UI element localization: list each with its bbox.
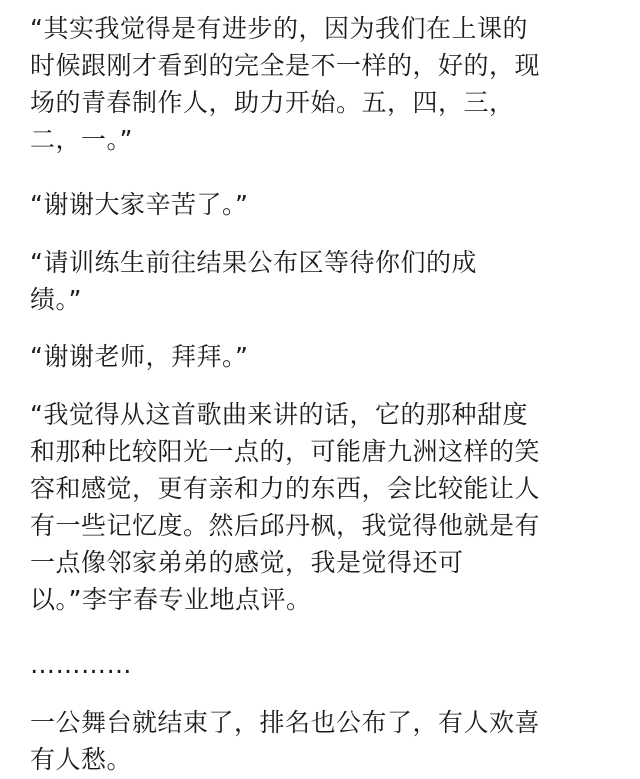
text-line: 有一些记忆度。然后邱丹枫，我觉得他就是有 — [30, 511, 541, 540]
text-line: 时候跟刚才看到的完全是不一样的，好的，现 — [30, 51, 541, 80]
paragraph-ellipsis — [30, 646, 620, 683]
text-line: “其实我觉得是有进步的，因为我们在上课的 — [30, 14, 528, 43]
text-line: “我觉得从这首歌曲来讲的话，它的那种甜度 — [30, 400, 528, 429]
text-line: “谢谢大家辛苦了。” — [30, 190, 249, 219]
paragraph-quote-results-area — [30, 244, 620, 318]
text-line: 绩。” — [30, 285, 82, 314]
paragraph-quote-goodbye — [30, 338, 620, 375]
paragraph-quote-progress — [30, 10, 620, 158]
text-line: 有人愁。 — [30, 745, 133, 774]
text-line: 二，一。” — [30, 125, 133, 154]
paragraph-quote-review — [30, 396, 620, 618]
text-line: 以。”李宇春专业地点评。 — [30, 585, 312, 614]
text-line: 容和感觉，更有亲和力的东西，会比较能让人 — [30, 474, 541, 503]
text-line: 场的青春制作人，助力开始。五，四，三， — [30, 88, 515, 117]
text-line: ………… — [30, 650, 132, 679]
text-line: 一公舞台就结束了，排名也公布了，有人欢喜 — [30, 708, 541, 737]
paragraph-quote-thanks — [30, 186, 620, 223]
text-line: “谢谢老师，拜拜。” — [30, 342, 249, 371]
text-line: 和那种比较阳光一点的，可能唐九洲这样的笑 — [30, 437, 541, 466]
text-line: “请训练生前往结果公布区等待你们的成 — [30, 248, 477, 277]
paragraph-conclusion — [30, 704, 620, 778]
text-line: 一点像邻家弟弟的感觉，我是觉得还可 — [30, 548, 464, 577]
